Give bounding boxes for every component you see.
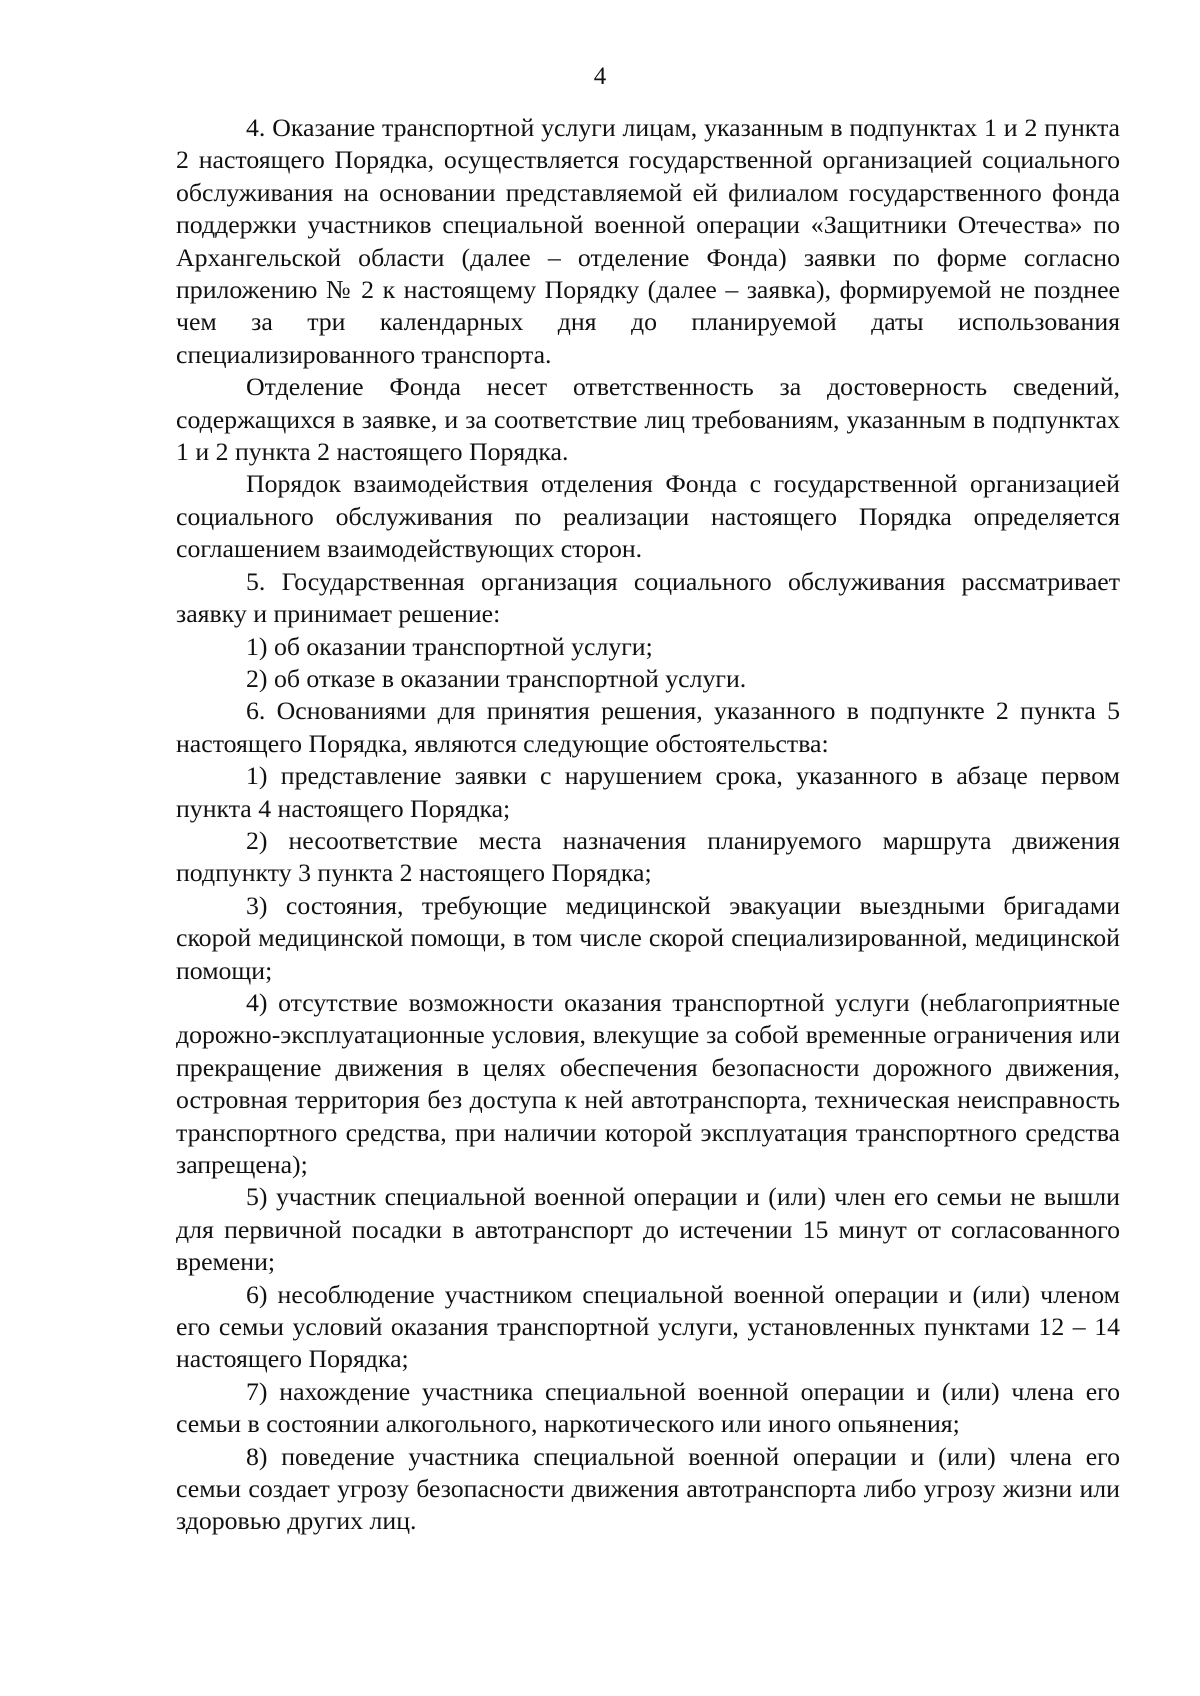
list-item-6-4: 4) отсутствие возможности оказания транспортной услуги (неблагоприятные дорожно-эксплуатационные условия, влекущие за собой временные ограничения или прекращение движения в целях обеспечения безопасности дорожного движения, островная территория без доступа к ней автотранспорта, техническая неисправность транспортного средства, при наличии которой эксплуатация транспортного средства запрещена); bbox=[176, 987, 1120, 1179]
paragraph-fund-responsibility: Отделение Фонда несет ответственность за достоверность сведений, содержащихся в заявке, и за соответствие лиц требованиям, указанным в подпунктах 1 и 2 пункта 2 настоящего Порядка. bbox=[176, 372, 1120, 467]
list-item-6-6: 6) несоблюдение участником специальной военной операции и (или) членом его семьи условий оказания транспортной услуги, установленных пунктами 12 – 14 настоящего Порядка; bbox=[176, 1279, 1120, 1374]
list-item-6-3: 3) состояния, требующие медицинской эвакуации выездными бригадами скорой медицинской помощи, в том числе скорой специализированной, медицинской помощи; bbox=[176, 890, 1120, 985]
list-item-6-5: 5) участник специальной военной операции и (или) член его семьи не вышли для первичной посадки в автотранспорт до истечении 15 минут от согласованного времени; bbox=[176, 1182, 1120, 1277]
list-item-6-7: 7) нахождение участника специальной военной операции и (или) члена его семьи в состоянии алкогольного, наркотического или иного опьянения; bbox=[176, 1376, 1120, 1439]
page-number: 4 bbox=[593, 63, 607, 90]
list-item-5-2: 2) об отказе в оказании транспортной услуги. bbox=[246, 663, 747, 693]
paragraph-interaction-order: Порядок взаимодействия отделения Фонда с государственной организацией социального обслуживания по реализации настоящего Порядка определяется соглашением взаимодействующих сторон. bbox=[176, 469, 1120, 564]
list-item-5-1: 1) об оказании транспортной услуги; bbox=[246, 631, 653, 661]
paragraph-6-grounds: 6. Основаниями для принятия решения, указанного в подпункте 2 пункта 5 настоящего Порядка, являются следующие обстоятельства: bbox=[176, 696, 1120, 758]
list-item-6-8: 8) поведение участника специальной военной операции и (или) члена его семьи создает угрозу безопасности движения автотранспорта либо угрозу жизни или здоровью других лиц. bbox=[176, 1441, 1120, 1536]
list-item-6-2: 2) несоответствие места назначения планируемого маршрута движения подпункту 3 пункта 2 настоящего Порядка; bbox=[176, 825, 1120, 888]
document-body bbox=[176, 112, 1120, 1538]
paragraph-5-review: 5. Государственная организация социального обслуживания рассматривает заявку и принимает решение: bbox=[176, 566, 1120, 629]
paragraph-4-service-provision: 4. Оказание транспортной услуги лицам, указанным в подпунктах 1 и 2 пункта 2 настоящего Порядка, осуществляется государственной организацией социального обслуживания на основании представляемой ей филиалом государственного фонда поддержки участников специальной военной операции «Защитники Отечества» по Архангельской области (далее – отделение Фонда) заявки по форме согласно приложению № 2 к настоящему Порядку (далее – заявка), формируемой не позднее чем за три календарных дня до планируемой даты использования специализированного транспорта. bbox=[176, 113, 1120, 369]
list-item-6-1: 1) представление заявки с нарушением срока, указанного в абзаце первом пункта 4 настоящего Порядка; bbox=[176, 761, 1120, 823]
